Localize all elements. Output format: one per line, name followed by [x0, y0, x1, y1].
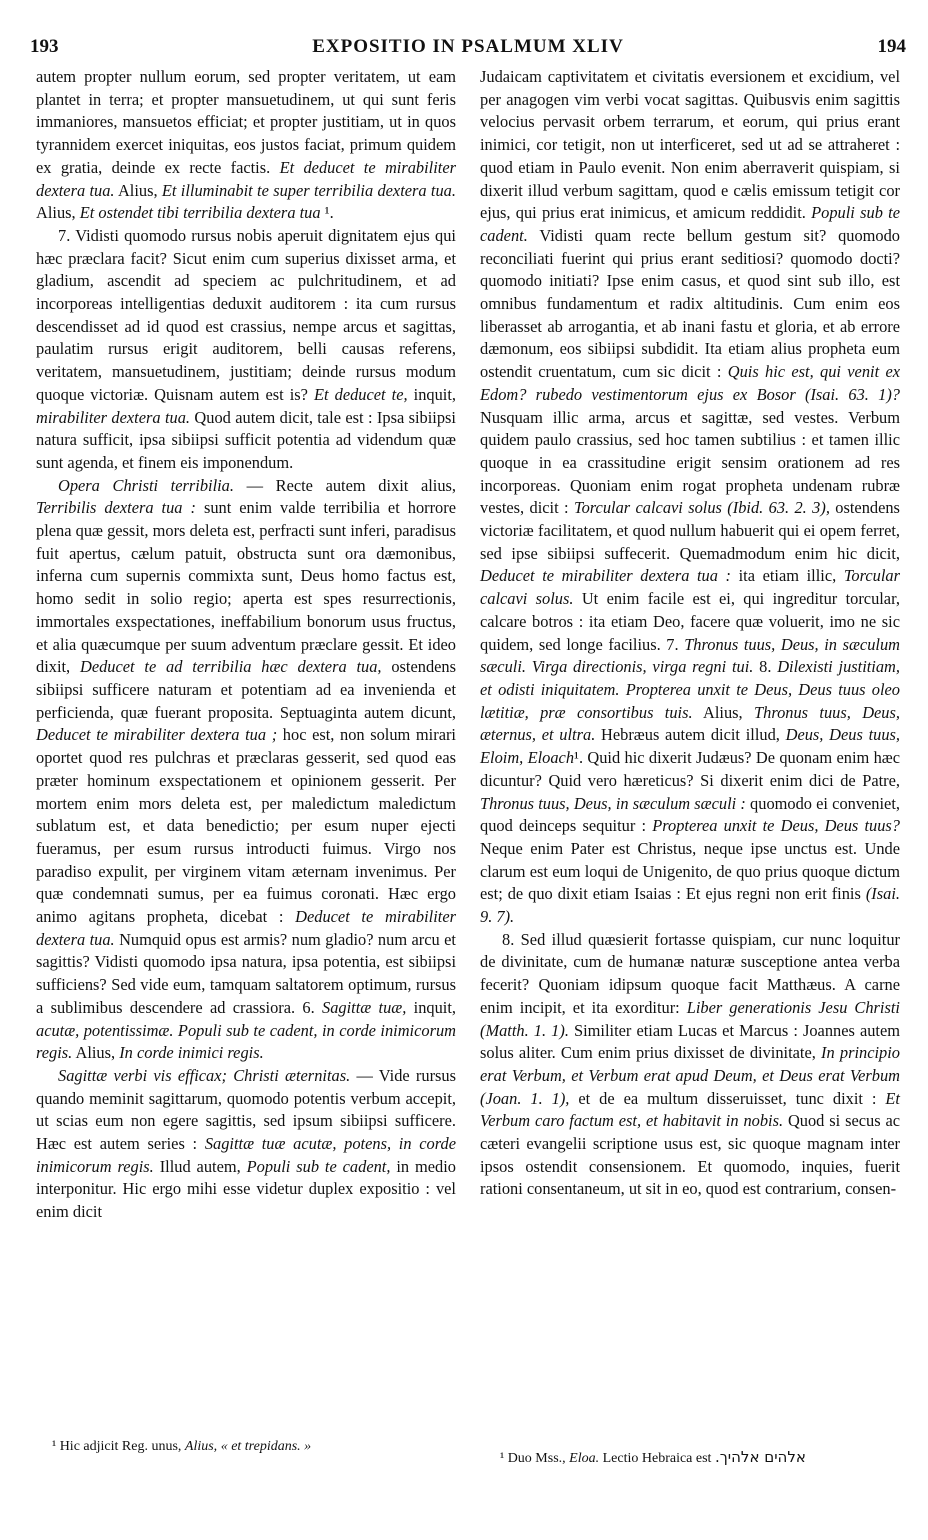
paragraph: Opera Christi terribilia. — Recte autem dixit alius, Terribilis dextera tua : sunt enim valde terribilia et horrore plena quæ gessit, mors deleta est, perfracti sunt inferi, paradisus fuit apertus, cælum patuit, obstructa sunt ora dæmonibus, inferna cum supernis commixta sunt, Deus homo factus est, homo sedit in solio regio; aperta est spes resurrectionis, immortales exspectationes, ineffabilium bonorum usus fructus, et alia quæcumque per suum adventum præclare gessit. Et ideo dixit, Deducet te ad terribilia hæc dextera tua, ostendens sibiipsi sufficere naturam et potentiam ad ea invenienda et perficienda, quæ fuerant proposita. Septuaginta autem dicunt, Deducet te mirabiliter dextera tua ; hoc est, non solum mirari oportet quod res pulchras et præclaras gesserit, sed quod eas præter hominum exspectationem et opinionem gesserit. Per mortem enim mors deleta est, per maledictum maledictum sublatum est, et data benedictio; per esum nuper ejecti fueramus, per esum rursus introducti fuimus. Virgo nos paradiso expulit, per virginem vitam æternam invenimus. Per quæ condemnati sumus, per ea fuimus coronati. Hæc ergo animo agitans propheta, dicebat : Deducet te mirabiliter dextera tua. Numquid opus est armis? num gladio? num arcu et sagittis? Vidisti quomodo ipsa natura, ipsa potentia, est sibiipsi sufficiens? Sed vide eum, tamquam saltatorem optimum, rursus a sublimibus descendere ad crassiora. 6. Sagittæ tuæ, inquit, acutæ, potentissimæ. Populi sub te cadent, in corde inimicorum regis. Alius, In corde inimici regis.	[36, 475, 456, 1063]
page-number-right: 194	[877, 36, 906, 57]
paragraph: 7. Vidisti quomodo rursus nobis aperuit dignitatem ejus qui hæc præclara facit? Sicut enim cum superius dixisset arma, et gladium, ascendit ad speciem ac pulchritudinem, et ad incorporeas intelligentias deduxit auditorem : ita cum rursus descendisset ad id quod est crassius, nempe arcus et sagittas, paulatim rursus erigit auditorem, belli causas referens, veritatem, mansuetudinem, justitiam; deinde rursus modum quoque victoriæ. Quisnam autem est is? Et deducet te, inquit, mirabiliter dextera tua. Quod autem dicit, tale est : Ipsa sibiipsi natura sufficit, ipsa sibiipsi sufficit potentia ad videndum quæ sunt agenda, et finem eis imponendum.	[36, 225, 457, 472]
footnote-left: ¹ Hic adjicit Reg. unus, Alius, « et trepidans. »	[52, 1439, 312, 1454]
paragraph: Sagittæ verbi vis efficax; Christi æternitas. — Vide rursus quando meminit sagittarum, quomodo potentis verbum accepit, ut scias eum non egere sagittis, sed ipsum sibiipsi sufficere. Hæc est autem series : Sagittæ tuæ acutæ, potens, in corde inimicorum regis. Illud autem, Populi sub te cadent, in medio interponitur. Hic ergo mihi esse videtur duplex expositio : vel enim dicit	[36, 1065, 457, 1222]
hebrew-text: אלהים אלהיך.	[714, 1448, 806, 1466]
page-header	[30, 36, 906, 62]
paragraph: autem propter nullum eorum, sed propter veritatem, ut eam plantet in terra; et propter mansuetudinem, ut qui sunt feris immaniores, mansuetos efficiat; et propter justitiam, ut in quos tyrannidem exercet iniquitas, eos justos faciat, primum quidem ex gratia, deinde ex recte factis. Et deducet te mirabiliter dextera tua. Alius, Et illuminabit te super terribilia dextera tua. Alius, Et ostendet tibi terribilia dextera tua ¹.	[36, 67, 456, 223]
page-number-left: 193	[30, 36, 59, 57]
paragraph: 8. Sed illud quæsierit fortasse quispiam, cur nunc loquitur de divinitate, cum de humanæ naturæ susceptione antea verba fecerit? Quoniam idipsum quoque facit Matthæus. A carne enim incipit, et ita exorditur: Liber generationis Jesu Christi (Matth. 1. 1). Similiter etiam Lucas et Marcus : Joannes autem solus aliter. Cum enim prius dixisset de divinitate, In principio erat Verbum, et Verbum erat apud Deum, et Deus erat Verbum (Joan. 1. 1), et de ea multum disseruisset, tunc dixit : Et Verbum caro factum est, et habitavit in nobis. Quod si secus ac cæteri evangelii scriptione usus est, sic quoque magnam inter ipsos ostendit consensionem. Et quomodo, inquies, fuerit rationi consentaneum, ut sit in eo, quod est contrarium, consen-	[480, 929, 901, 1199]
section-heading: Sagittæ verbi vis efficax; Christi æternitas.	[58, 1065, 351, 1085]
right-column	[480, 66, 900, 1201]
section-heading: Opera Christi terribilia.	[58, 475, 234, 495]
left-column	[36, 66, 456, 1224]
footnote-right: ¹ Duo Mss., Eloa. Lectio Hebraica est אלהים אלהיך.	[500, 1448, 806, 1466]
running-title: EXPOSITIO IN PSALMUM XLIV	[312, 36, 624, 57]
paragraph: Judaicam captivitatem et civitatis eversionem et excidium, vel per anagogen vim verbi vocat sagittas. Quibusvis enim sagittis velocius pervasit orbem terrarum, et eorum, qui prius erant inimici, cor tetigit, non ut interficeret, sed ut ad se attraheret : quod etiam in Paulo evenit. Non enim aberraverit quispiam, si dixerit illud verbum sagittam, quod e cælis emissum tetigit cor ejus, qui prius erat inimicus, et amicum reddidit. Populi sub te cadent. Vidisti quam recte bellum gestum sit? quomodo reconciliati fuerint qui prius erant seditiosi? quomodo docti? quomodo initiati? Ipse enim casus, et quod sint sub illo, est omnibus fundamentum et radix altitudinis. Cum enim eos liberasset ab arrogantia, et ab inani fastu et gloria, et ab errore dæmonum, eos sibiipsi subdidit. Ita etiam alius propheta eum ostendit cruentatum, cum sic dicit : Quis hic est, qui venit ex Edom? rubedo vestimentorum ejus ex Bosor (Isai. 63. 1)? Nusquam illic arma, arcus et sagittæ, sed vestes. Verbum quidem paulo crassius, sed hoc tamen subtilius : et tamen illic quoque in ea crassitudine erigit sensim orationem ad res incorporeas. Quoniam enim rogat propheta undenam rubræ vestes, dicit : Torcular calcavi solus (Ibid. 63. 2. 3), ostendens victoriæ facilitatem, et quod nullum habuerit qui ei opem ferret, sed ipse sibiipsi suffecerit. Quemadmodum enim hic dicit, Deducet te mirabiliter dextera tua : ita etiam illic, Torcular calcavi solus. Ut enim facile est ei, qui ingreditur torcular, calcare botros : ita etiam Deo, facere quæ voluerit, imo ne sic quidem, sed longe facilius. 7. Thronus tuus, Deus, in sæculum sæculi. Virga directionis, virga regni tui. 8. Dilexisti justitiam, et odisti iniquitatem. Propterea unxit te Deus, Deus tuus oleo lætitiæ, præ consortibus tuis. Alius, Thronus tuus, Deus, æternus, et ultra. Hebræus autem dicit illud, Deus, Deus tuus, Eloim, Eloach¹. Quid hic dixerit Judæus? De quonam enim hæc dicuntur? Quid vero hæreticus? Si dixerit enim dici de Patre, Thronus tuus, Deus, in sæculum sæculi : quomodo ei conveniet, quod deinceps sequitur : Propterea unxit te Deus, Deus tuus? Neque enim Pater est Christus, neque ipse unctus est. Unde clarum est eum loqui de Unigenito, de quo prius quoque dictum est; de quo dixit etiam Isaias : Et ejus regni non erit finis (Isai. 9. 7).	[480, 67, 901, 927]
